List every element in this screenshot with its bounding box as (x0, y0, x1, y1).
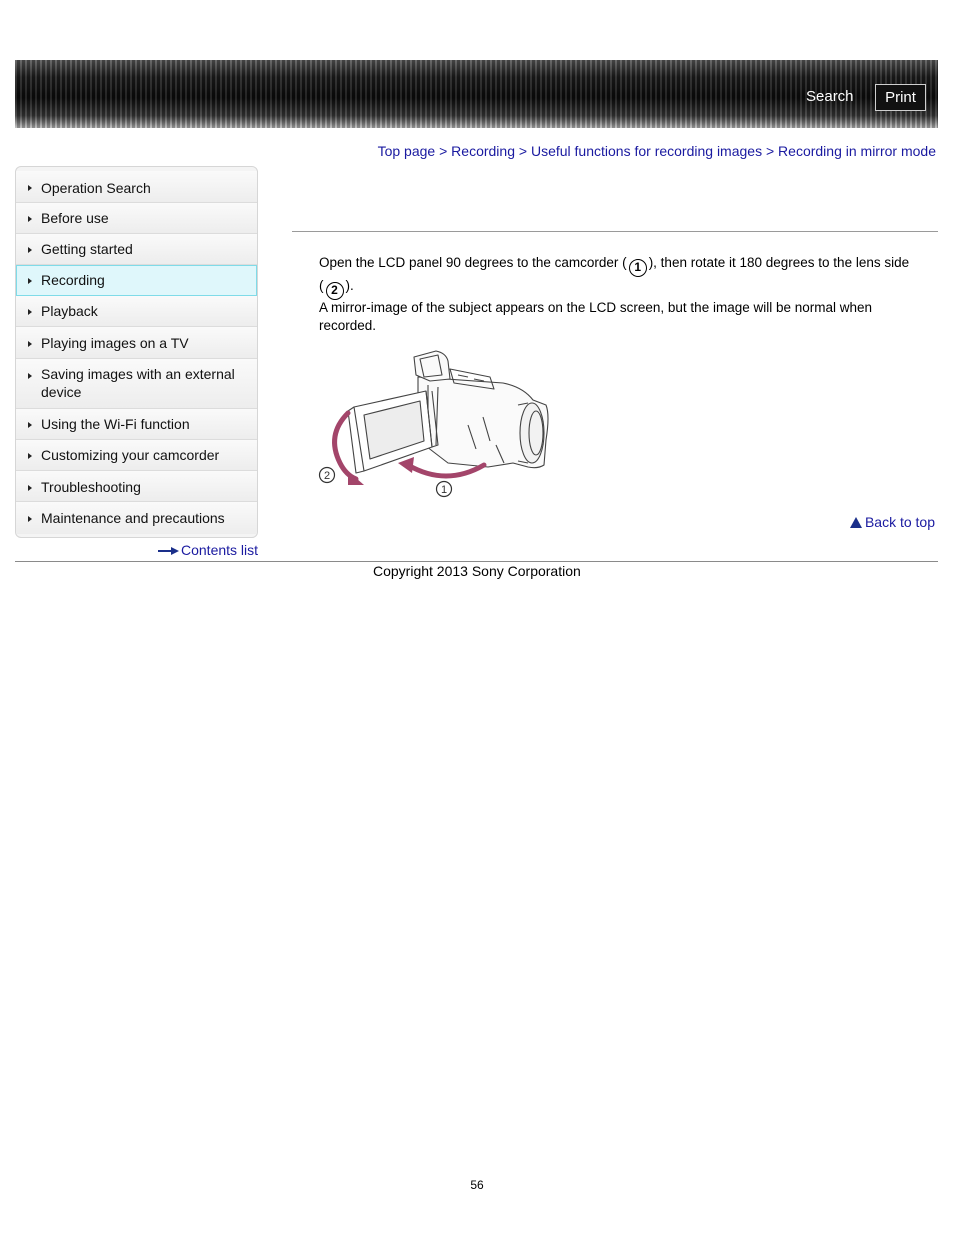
instruction-text: Open the LCD panel 90 degrees to the camcorder ( (319, 255, 627, 270)
triangle-right-icon (28, 422, 32, 428)
sidebar-item-label: Saving images with an external device (41, 366, 235, 400)
breadcrumb-useful-functions[interactable]: Useful functions for recording images (530, 143, 763, 159)
triangle-right-icon (28, 516, 32, 522)
breadcrumb-current-page[interactable]: Recording in mirror mode (778, 143, 936, 159)
footer-divider (15, 561, 938, 562)
breadcrumb (378, 143, 936, 159)
sidebar-item-customizing[interactable] (16, 440, 257, 471)
sidebar-item-label: Getting started (41, 241, 133, 257)
triangle-right-icon (28, 185, 32, 191)
breadcrumb-separator: > (439, 143, 452, 159)
page-number: 56 (470, 1178, 484, 1192)
sidebar-item-label: Before use (41, 210, 109, 226)
search-link[interactable]: Search (806, 88, 854, 105)
breadcrumb-recording[interactable]: Recording (451, 143, 515, 159)
sidebar-item-label: Using the Wi-Fi function (41, 416, 190, 432)
sidebar-item-label: Troubleshooting (41, 479, 141, 495)
sidebar-item-label: Playback (41, 303, 98, 319)
sidebar-item-label: Customizing your camcorder (41, 447, 220, 463)
header-bar (15, 60, 938, 128)
sidebar-item-maintenance[interactable] (16, 502, 257, 534)
sidebar-item-label: Maintenance and precautions (41, 510, 225, 526)
breadcrumb-separator: > (518, 143, 531, 159)
triangle-right-icon (28, 247, 32, 253)
sidebar-nav (15, 166, 258, 538)
contents-list-link[interactable] (158, 542, 258, 558)
sidebar-item-wifi[interactable] (16, 409, 257, 440)
sidebar-item-label: Playing images on a TV (41, 335, 189, 351)
note-paragraph: A mirror-image of the subject appears on the LCD screen, but the image will be normal when recorded. (319, 300, 873, 333)
sidebar-item-before-use[interactable] (16, 203, 257, 234)
sidebar-item-getting-started[interactable] (16, 234, 257, 265)
figure-marker-1 (437, 482, 452, 497)
breadcrumb-separator: > (765, 143, 779, 159)
copyright-text: Copyright 2013 Sony Corporation (373, 563, 581, 579)
sidebar-item-recording[interactable] (16, 265, 257, 296)
triangle-right-icon (28, 373, 32, 379)
triangle-right-icon (28, 309, 32, 315)
print-button[interactable]: Print (875, 84, 926, 111)
back-to-top-label: Back to top (864, 514, 935, 530)
svg-text:1: 1 (440, 484, 448, 496)
contents-list-label: Contents list (181, 542, 259, 558)
figure-marker-2 (320, 468, 335, 483)
triangle-right-icon (28, 216, 32, 222)
instruction-text: ). (345, 278, 354, 293)
sidebar-item-playback[interactable] (16, 296, 257, 327)
instruction-text: ( (319, 278, 324, 293)
sidebar-item-label: Operation Search (41, 180, 151, 196)
triangle-right-icon (28, 453, 32, 459)
sidebar-item-operation-search[interactable] (16, 171, 257, 203)
sidebar-item-troubleshooting[interactable] (16, 471, 257, 502)
instruction-text: ), then rotate it 180 degrees to the lens side (648, 255, 910, 270)
sidebar-item-playing-on-tv[interactable] (16, 327, 257, 359)
sidebar-item-saving-images[interactable] (16, 359, 257, 409)
step-marker-1: 1 (629, 259, 647, 277)
title-divider (292, 231, 938, 232)
triangle-right-icon (28, 485, 32, 491)
sidebar-item-label: Recording (41, 272, 105, 288)
triangle-up-icon (850, 517, 862, 528)
instruction-paragraph (319, 254, 939, 300)
breadcrumb-top-page[interactable]: Top page (377, 143, 436, 159)
triangle-right-icon (28, 278, 32, 284)
arrow-right-icon (158, 547, 179, 555)
step-marker-2: 2 (326, 282, 344, 300)
triangle-right-icon (28, 341, 32, 347)
camcorder-mirror-illustration (318, 345, 553, 503)
back-to-top-link[interactable] (850, 514, 935, 530)
svg-text:2: 2 (323, 470, 331, 482)
